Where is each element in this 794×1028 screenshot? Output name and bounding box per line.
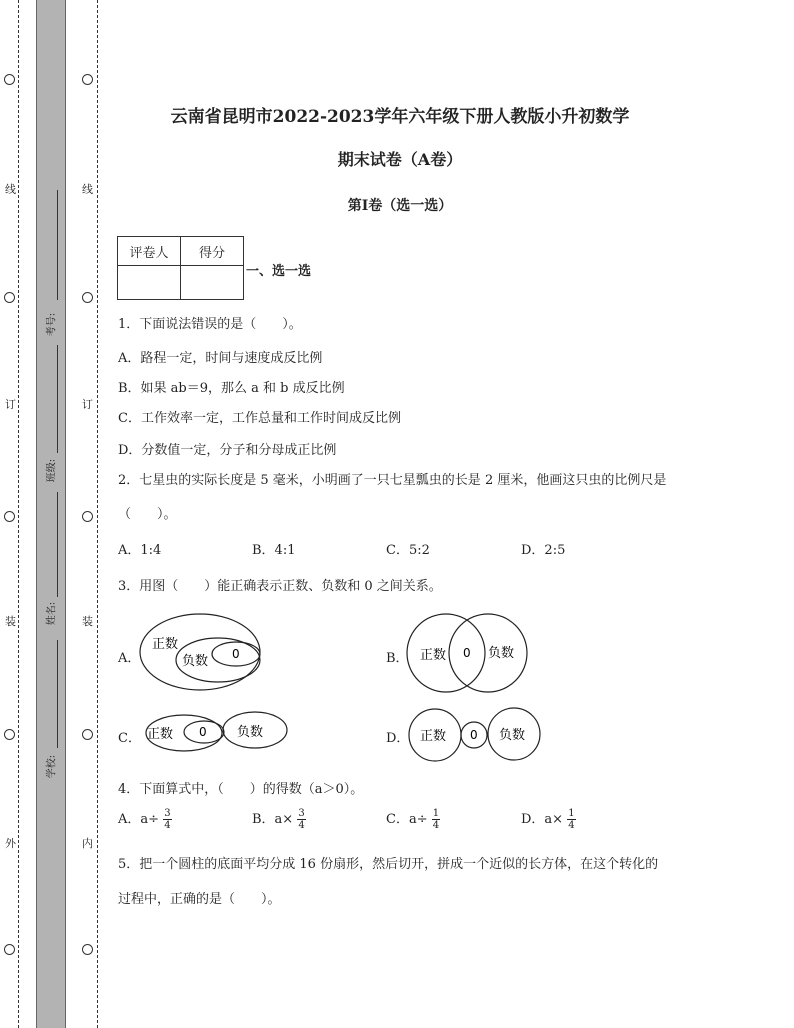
question-1-option-b[interactable]: B．如果 ab＝9，那么 a 和 b 成反比例 [118,381,345,396]
question-1-option-a[interactable]: A．路程一定，时间与速度成反比例 [118,351,323,366]
question-4-stem: 4．下面算式中，（ ）的得数（a＞0）。 [118,782,364,797]
fraction-numerator: 1 [432,808,440,819]
section-title: 一、选一选 [246,264,312,279]
fraction-denominator: 4 [432,820,440,831]
question-3-option-a-label[interactable]: A． [118,651,141,666]
negative-label: 负数 [488,646,515,661]
positive-label: 正数 [152,637,179,652]
binding-strip [36,0,66,1028]
question-2-option-c[interactable]: C．5:2 [386,543,430,558]
margin-char-xian: 线 [82,183,93,196]
negative-label: 负数 [237,725,264,740]
fraction-one-quarter [567,808,575,831]
fraction-three-quarters [163,808,171,831]
question-2-option-a[interactable]: A．1:4 [118,543,162,558]
exam-number-label: 考号: [46,312,58,337]
question-3-option-d-label[interactable]: D． [386,731,410,746]
binding-hole [4,74,15,85]
positive-label: 正数 [147,727,174,742]
name-label: 姓名: [46,601,58,626]
option-b-text: B．a× [252,812,294,827]
binding-hole [82,729,93,740]
zero-label: 0 [232,647,240,661]
zero-label: 0 [470,728,478,742]
name-line [57,492,58,597]
margin-char-nei: 内 [82,837,93,850]
option-a-text: A．a÷ [118,812,160,827]
positive-label: 正数 [420,648,447,663]
option-c-text: C．a÷ [386,812,428,827]
grader-cell[interactable] [118,266,181,300]
binding-hole [82,292,93,303]
option-d-text: D．a× [521,812,564,827]
question-2-stem: 2．七星虫的实际长度是 5 毫米，小明画了一只七星瓢虫的长是 2 厘米，他画这只虫的比例尺是 [118,473,667,488]
question-2-option-d[interactable]: D．2:5 [521,543,566,558]
binding-hole [82,74,93,85]
question-1-stem: 1．下面说法错误的是（ ）。 [118,317,302,332]
score-table [117,236,244,300]
zero-label: 0 [463,646,471,660]
question-5-stem: 5．把一个圆柱的底面平均分成 16 份扇形，然后切开，拼成一个近似的长方体，在这个转化的 [118,857,659,872]
fraction-one-quarter [432,808,440,831]
margin-char-xian: 线 [5,183,16,196]
binding-hole [4,511,15,522]
fraction-three-quarters [297,808,305,831]
negative-label: 负数 [499,728,526,743]
outer-cut-line [18,0,19,1028]
exam-title: 云南省昆明市2022-2023学年六年级下册人教版小升初数学 [170,107,630,127]
exam-subtitle: 期末试卷（A卷） [337,150,463,169]
binding-hole [82,944,93,955]
class-label: 班级: [46,458,58,483]
zero-label: 0 [199,725,207,739]
score-header: 得分 [181,237,244,266]
question-2-option-b[interactable]: B．4:1 [252,543,296,558]
question-1-option-c[interactable]: C．工作效率一定，工作总量和工作时间成反比例 [118,411,401,426]
question-3-option-b-label[interactable]: B． [386,651,409,666]
class-line [57,345,58,453]
question-3-stem: 3．用图（ ）能正确表示正数、负数和 0 之间关系。 [118,579,442,594]
question-4-option-a[interactable] [118,808,172,831]
question-4-option-d[interactable] [521,808,576,831]
question-3-option-c-label[interactable]: C． [118,731,141,746]
margin-char-ding: 订 [5,398,16,411]
fraction-denominator: 4 [164,820,171,831]
question-5-stem-continued: 过程中，正确的是（ ）。 [118,892,281,907]
binding-hole [4,292,15,303]
binding-hole [82,511,93,522]
grader-header: 评卷人 [118,237,181,266]
question-4-option-c[interactable] [386,808,440,831]
fraction-numerator: 1 [568,808,575,819]
margin-char-zhuang: 装 [5,615,16,628]
question-3-diagram-d [406,706,546,762]
question-2-stem-blank: （ ）。 [118,507,177,522]
margin-char-wai: 外 [5,837,16,850]
binding-hole [4,944,15,955]
inner-cut-line [97,0,98,1028]
school-label: 学校: [46,754,58,779]
question-3-diagram-b [404,610,532,696]
question-4-option-b[interactable] [252,808,306,831]
binding-hole [4,729,15,740]
fraction-numerator: 3 [164,808,171,819]
school-line [57,640,58,748]
score-cell[interactable] [181,266,244,300]
fraction-denominator: 4 [298,820,305,831]
exam-number-line [57,190,58,300]
margin-char-ding: 订 [82,398,93,411]
fraction-denominator: 4 [568,820,575,831]
fraction-numerator: 3 [298,808,305,819]
positive-label: 正数 [420,729,447,744]
negative-label: 负数 [182,654,209,669]
question-1-option-d[interactable]: D．分数值一定，分子和分母成正比例 [118,443,337,458]
margin-char-zhuang: 装 [82,615,93,628]
question-3-diagram-c [140,708,292,754]
question-3-diagram-a [138,610,268,692]
volume-title: 第Ⅰ卷（选一选） [347,198,453,214]
